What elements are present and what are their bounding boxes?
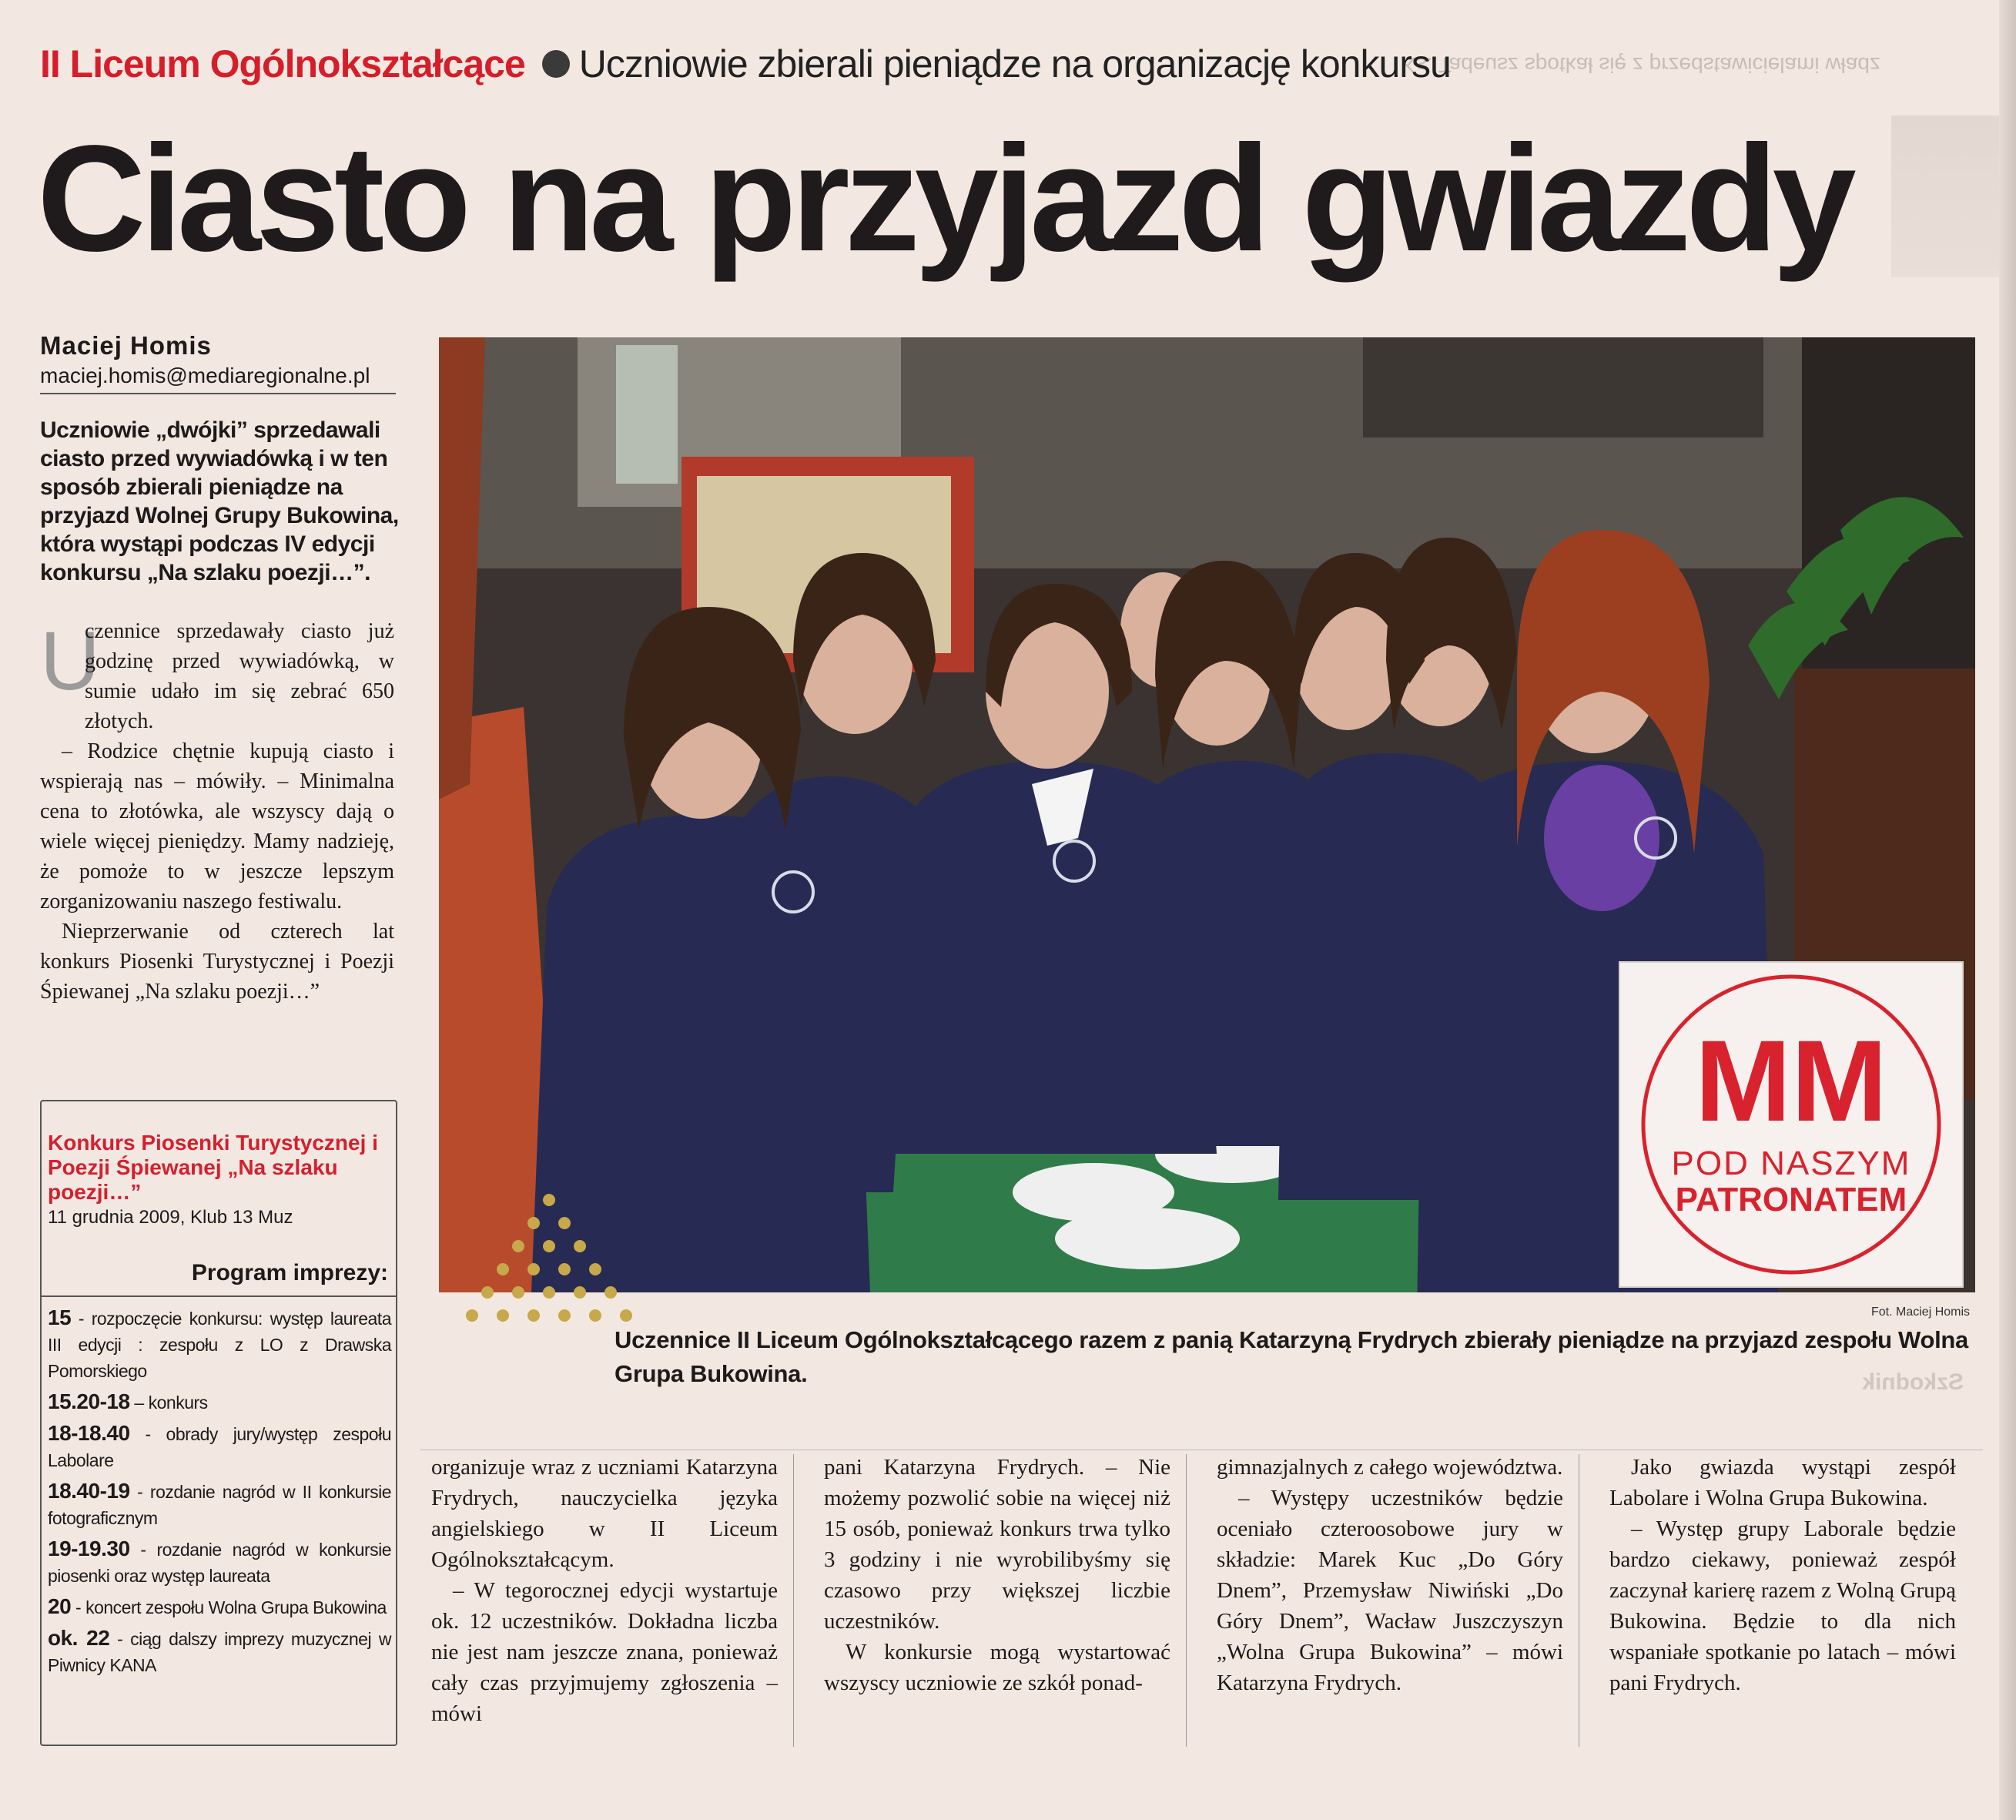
column-divider <box>1186 1454 1187 1747</box>
photo-credit: Fot. Maciej Homis <box>1871 1306 1971 1319</box>
body-paragraph: czennice sprzedawały ciasto już godzinę przed wywiadówką, w sumie udało im się zebrać 650 złotych. <box>85 619 394 733</box>
body-paragraph: – Występ grupy Laborale będzie bardzo ciekawy, ponieważ zespół zaczynał karierę razem z Wolną Grupą Bukowina. Będzie to dla nich wspaniałe spotkanie po latach – mówi pani Frydrych. <box>1609 1517 1956 1695</box>
bleed-through-box: Szkodnik <box>1862 1369 1964 1395</box>
bleed-through-text: Ks. Tadeusz spotkał się z przedstawicielami władz <box>1401 53 1880 77</box>
infobox-date: 11 grudnia 2009, Klub 13 Muz <box>48 1207 293 1228</box>
logo-mm: MM <box>1695 1016 1887 1145</box>
bleed-through-ghost <box>1891 116 1999 277</box>
body-paragraph: Jako gwiazda wystąpi zespół Labolare i Wolna Grupa Bukowina. <box>1609 1455 1956 1510</box>
section-name: II Liceum Ogólnokształcące <box>40 42 525 85</box>
patronage-logo-icon <box>1620 963 1962 1286</box>
logo-line-1: POD NASZYM <box>1671 1145 1911 1182</box>
byline-name: Maciej Homis <box>40 331 212 360</box>
byline-email: maciej.homis@mediaregionalne.pl <box>40 364 370 387</box>
program-item: 20 - koncert zespołu Wolna Grupa Bukowina <box>48 1594 387 1618</box>
event-infobox <box>40 1100 397 1746</box>
drop-cap: U <box>40 614 100 707</box>
body-paragraph: Nieprzerwanie od czterech lat konkurs Piosenki Turystycznej i Poezji Śpiewanej „Na szlaku poezji…” <box>40 920 394 1004</box>
body-column-1 <box>431 1452 778 1729</box>
program-item: 18-18.40 - obrady jury/występ zespołu Labolare <box>48 1421 391 1470</box>
body-left-column <box>40 616 394 1007</box>
patronage-badge <box>1619 961 1964 1288</box>
article-kicker <box>40 37 1451 91</box>
body-paragraph: pani Katarzyna Frydrych. – Nie możemy pozwolić sobie na więcej niż 15 osób, ponieważ konkurs trwa tylko 3 godziny i nie wyrobilibyśmy się czasowo przy większej liczbie uczestników. <box>824 1455 1170 1634</box>
column-divider <box>793 1454 794 1747</box>
program-item: 18.40-19 - rozdanie nagród w II konkursie fotograficznym <box>48 1479 391 1528</box>
program-item: ok. 22 - ciąg dalszy imprezy muzycznej w Piwnicy KANA <box>48 1626 391 1675</box>
body-column-3 <box>1217 1452 1563 1698</box>
logo-line-2: PATRONATEM <box>1675 1181 1907 1218</box>
body-paragraph: – Rodzice chętnie kupują ciasto i wspierają nas – mówiły. – Minimalna cena to złotówka, ale wszyscy dają o wiele więcej pieniędzy. Mamy nadzieję, że pomoże to w jeszcze lepszym zorganizowaniu naszego festiwalu. <box>40 739 394 913</box>
infobox-title: Konkurs Piosenki Turystycznej i Poezji Śpiewanej „Na szlaku poezji…” <box>48 1131 378 1204</box>
program-rule <box>42 1295 396 1297</box>
body-paragraph: W konkursie mogą wystartować wszyscy uczniowie ze szkół ponad- <box>824 1640 1170 1695</box>
headline: Ciasto na przyjazd gwiazdy <box>37 114 1851 283</box>
bullet-dot-icon <box>542 50 570 78</box>
program-heading: Program imprezy: <box>191 1260 388 1285</box>
kicker-subhead: Uczniowie zbierali pieniądze na organizację konkursu <box>578 42 1451 85</box>
body-paragraph: – Występy uczestników będzie oceniało czteroosobowe jury w składzie: Marek Kuc „Do Góry Dnem”, Przemysław Niwiński „Do Góry Dnem”, Wacław Juszczyszyn „Wolna Grupa Bukowina” – mówi Katarzyna Frydrych. <box>1217 1486 1563 1695</box>
body-column-4 <box>1609 1452 1956 1698</box>
body-column-2 <box>824 1452 1170 1698</box>
program-item: 19-19.30 - rozdanie nagród w konkursie piosenki oraz występ laureata <box>48 1537 391 1586</box>
body-paragraph: – W tegorocznej edycji wystartuje ok. 12 uczestników. Dokładna liczba nie jest nam jeszcze znana, ponieważ cały czas przyjmujemy zgłoszenia – mówi <box>431 1578 778 1726</box>
program-item: 15.20-18 – konkurs <box>48 1389 208 1413</box>
body-paragraph: organizuje wraz z uczniami Katarzyna Frydrych, nauczycielka języka angielskiego w II Liceum Ogólnokształcącym. <box>431 1455 778 1572</box>
decorative-dot-triangle <box>460 1186 638 1329</box>
lead-paragraph: Uczniowie „dwójki” sprzedawali ciasto przed wywiadówką i w ten sposób zbierali pieniądze na przyjazd Wolnej Grupy Bukowina, która wystąpi podczas IV edycji konkursu „Na szlaku poezji…”. <box>40 417 399 585</box>
body-paragraph: gimnazjalnych z całego województwa. <box>1217 1455 1563 1480</box>
program-item: 15 - rozpoczęcie konkursu: występ laureata III edycji : zespołu z LO z Drawska Pomorskiego <box>48 1306 391 1381</box>
page-edge <box>1999 0 2016 1820</box>
byline-rule <box>40 393 396 394</box>
photo-caption: Uczennice II Liceum Ogólnokształcącego razem z panią Katarzyną Frydrych zbierały pieniądze na przyjazd zespołu Wolna Grupa Bukowina. <box>615 1326 1968 1387</box>
